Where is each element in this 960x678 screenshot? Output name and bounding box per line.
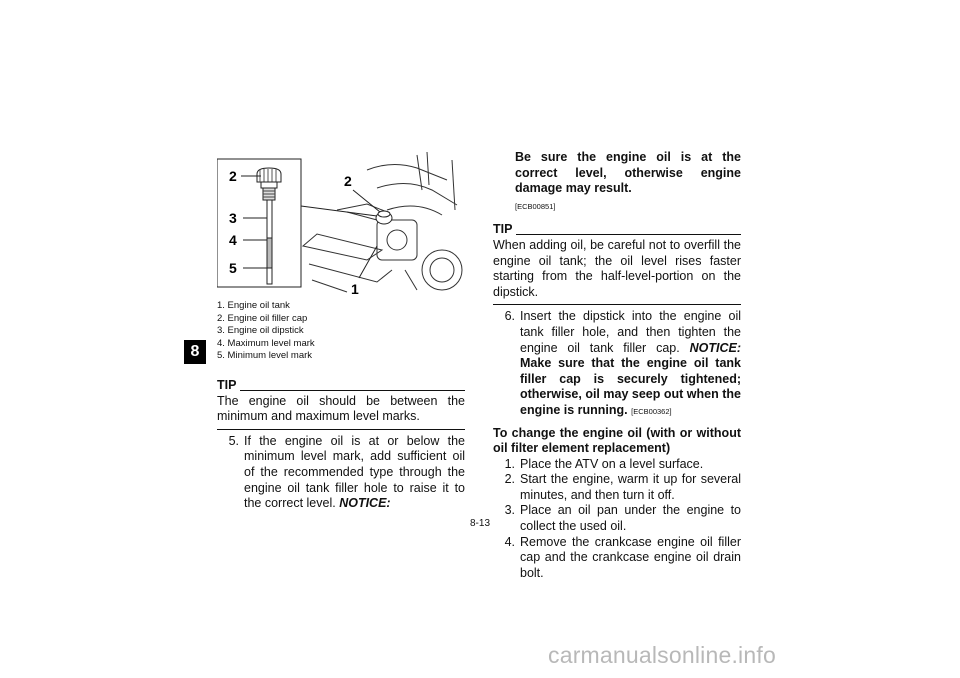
callout-2-engine: 2	[344, 173, 352, 189]
step-6: 6. Insert the dipstick into the engine oil tank filler hole, and then tighten the engine oil tank filler cap. NOTICE: Make sure that the engine oil tank filler cap is securely tightened; otherwise, oil may seep out when the engine is running. [ECB00362]	[504, 309, 742, 417]
legend-item: 3. Engine oil dipstick	[217, 325, 304, 337]
notice-label: NOTICE:	[339, 496, 391, 511]
callout-4: 4	[229, 232, 237, 248]
oil-change-step: 1. Place the ATV on a level surface.	[504, 456, 704, 471]
tip-end-rule	[217, 429, 465, 430]
page-number: 8-13	[469, 518, 490, 529]
callout-2-inset: 2	[229, 168, 237, 184]
tip-end-rule	[493, 304, 741, 305]
step-6-notice-text: Make sure that the engine oil tank filler cap is securely tightened; otherwise, oil may seep out when the engine is running.	[520, 356, 741, 417]
oil-change-step: 4. Remove the crankcase engine oil filler cap and the crankcase engine oil drain bolt.	[504, 534, 741, 580]
legend-item: 2. Engine oil filler cap	[217, 312, 308, 324]
step-6-code: [ECB00362]	[631, 406, 672, 416]
engine-oil-figure	[217, 150, 465, 295]
legend-item: 5. Minimum level mark	[217, 350, 313, 362]
section-heading: To change the engine oil (with or without oil filter element replacement)	[493, 425, 741, 456]
oil-change-step: 2. Start the engine, warm it up for several minutes, and then turn it off.	[504, 472, 741, 502]
tip-heading-right: TIP	[493, 222, 741, 238]
tip-heading-left: TIP	[217, 378, 465, 394]
step-6-text: Insert the dipstick into the engine oil tank filler hole, and then tighten the engine oil tank filler cap.	[520, 309, 741, 355]
notice-continuation: Be sure the engine oil is at the correct level, otherwise engine damage may result.	[515, 150, 741, 196]
notice-code: [ECB00851]	[515, 201, 556, 211]
watermark: carmanualsonline.info	[548, 642, 776, 668]
callout-5: 5	[229, 260, 237, 276]
callout-3: 3	[229, 210, 237, 226]
notice-label: NOTICE:	[689, 340, 742, 355]
step-5: 5. If the engine oil is at or below the minimum level mark, add sufficient oil of the recommended type through the engine oil tank filler hole to raise it to the correct level. NOTICE:	[228, 433, 465, 511]
figure-legend	[217, 300, 465, 363]
legend-item: 4. Maximum level mark	[217, 337, 315, 349]
oil-change-step: 3. Place an oil pan under the engine to collect the used oil.	[504, 503, 741, 534]
chapter-tab: 8	[184, 340, 206, 364]
tip-text-left: The engine oil should be between the minimum and maximum level marks.	[217, 393, 465, 424]
callout-1: 1	[351, 281, 359, 295]
right-column	[493, 150, 741, 581]
left-column	[217, 378, 465, 512]
legend-item: 1. Engine oil tank	[217, 300, 290, 311]
tip-text-right: When adding oil, be careful not to overfill the engine oil tank; the oil level rises faster starting from the half-level-portion on the dipstick.	[493, 237, 741, 299]
step-5-text: If the engine oil is at or below the minimum level mark, add sufficient oil of the recommended type through the engine oil tank filler hole to raise it to the correct level.	[244, 433, 465, 511]
